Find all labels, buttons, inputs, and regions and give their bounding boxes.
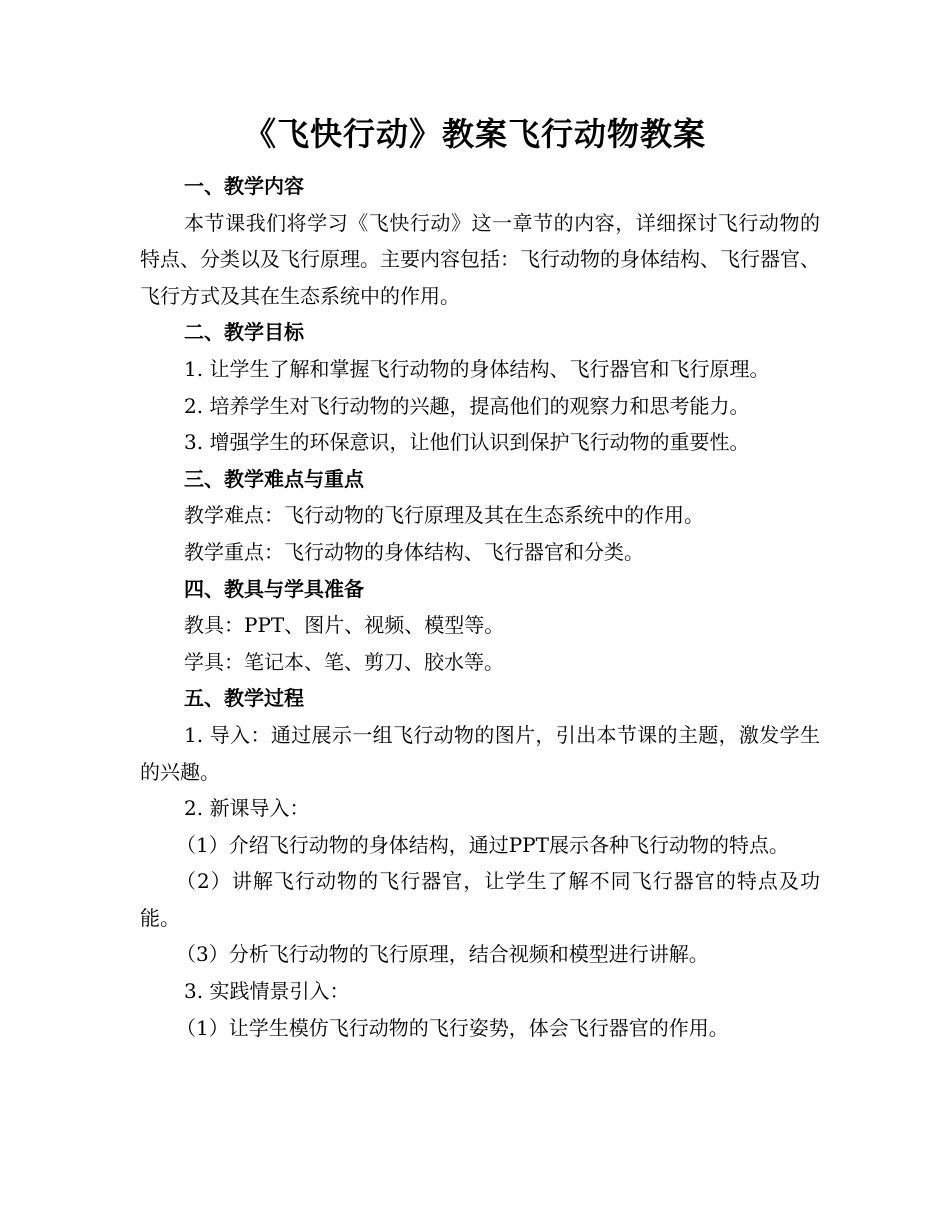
document-body [140, 168, 820, 1046]
section-heading-materials: 四、教具与学具准备 [184, 576, 364, 601]
document-title: 《飞快行动》教案飞行动物教案 [243, 115, 706, 153]
process-substep-2-3: （3）分析飞行动物的飞行原理，结合视频和模型进行讲解。 [176, 942, 709, 967]
objective-item-2: 2. 培养学生对飞行动物的兴趣，提高他们的观察力和思考能力。 [184, 393, 750, 418]
difficulty-paragraph: 教学难点：飞行动物的飞行原理及其在生态系统中的作用。 [184, 503, 704, 528]
section-heading-process: 五、教学过程 [184, 686, 304, 711]
objective-item-1: 1. 让学生了解和掌握飞行动物的身体结构、飞行器官和飞行原理。 [184, 356, 770, 381]
process-step-3: 3. 实践情景引入： [184, 979, 350, 1004]
process-step-1: 1. 导入：通过展示一组飞行动物的图片，引出本节课的主题，激发学生的兴趣。 [140, 722, 820, 784]
key-point-paragraph: 教学重点：飞行动物的身体结构、飞行器官和分类。 [184, 539, 644, 564]
process-substep-3-1: （1）让学生模仿飞行动物的飞行姿势，体会飞行器官的作用。 [176, 1015, 729, 1040]
process-substep-2-2: （2）讲解飞行动物的飞行器官，让学生了解不同飞行器官的特点及功能。 [140, 869, 820, 930]
section-heading-objectives: 二、教学目标 [184, 320, 304, 345]
process-step-2: 2. 新课导入： [184, 796, 310, 821]
section-heading-content: 一、教学内容 [184, 174, 304, 198]
student-materials-paragraph: 学具：笔记本、笔、剪刀、胶水等。 [184, 649, 504, 674]
teaching-aids-paragraph: 教具：PPT、图片、视频、模型等。 [184, 613, 505, 638]
process-substep-2-1: （1）介绍飞行动物的身体结构，通过PPT展示各种飞行动物的特点。 [176, 832, 789, 857]
content-paragraph: 本节课我们将学习《飞快行动》这一章节的内容，详细探讨飞行动物的特点、分类以及飞行原理。主要内容包括：飞行动物的身体结构、飞行器官、飞行方式及其在生态系统中的作用。 [140, 210, 820, 308]
objective-item-3: 3. 增强学生的环保意识，让他们认识到保护飞行动物的重要性。 [184, 430, 750, 455]
section-heading-difficulties: 三、教学难点与重点 [184, 466, 364, 491]
